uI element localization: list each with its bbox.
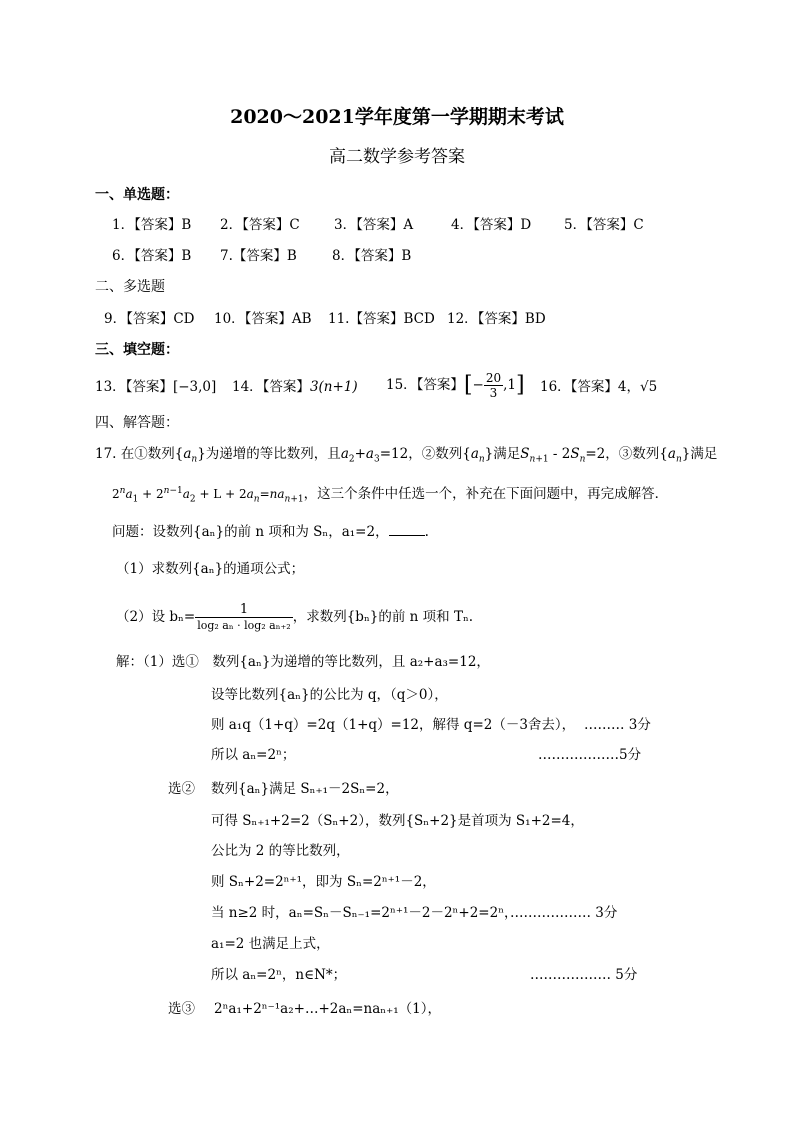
math-expression: $2^na_1 + 2^{n-1}a_2 + L + 2a_n=na_{n+1}$: [112, 486, 304, 505]
answer-item: 5．【答案】C: [564, 217, 644, 233]
solution-line: 数列{aₙ}满足 Sₙ₊₁－2Sₙ=2，: [211, 781, 399, 797]
answer-item: 12．【答案】BD: [447, 311, 546, 327]
answer-label: 13．【答案】: [95, 379, 173, 395]
solution-line: 设等比数列{aₙ}的公比为 q，（q＞0），: [211, 687, 448, 703]
fraction: $\frac{20}{3}$: [485, 371, 502, 400]
solution-line: 所以 aₙ=2ⁿ，n∈N*；: [211, 967, 347, 983]
answer-item: 6．【答案】B: [112, 248, 192, 264]
question-statement: 问题：设数列{aₙ}的前 n 项和为 Sₙ，a₁=2， .: [112, 524, 429, 540]
answer-item-14: [232, 378, 358, 396]
answer-item-16: [540, 378, 657, 396]
answer-item: 3．【答案】A: [334, 217, 414, 233]
solution-line: 可得 Sₙ₊₁+2=2（Sₙ+2），数列{Sₙ+2}是首项为 S₁+2=4，: [211, 813, 584, 829]
score-marker: ……………… 3分: [510, 905, 618, 921]
blank-line: [389, 535, 425, 536]
score-marker: ………………5分: [538, 747, 642, 763]
math-expression: ,1: [503, 377, 517, 393]
option-label: 选③: [168, 1001, 195, 1017]
score-marker: ……………… 5分: [530, 967, 638, 983]
answer-item: 9．【答案】CD: [104, 311, 195, 327]
answer-item-13: [95, 378, 216, 396]
answer-item: 2．【答案】C: [220, 217, 300, 233]
math-expression: √5: [640, 379, 658, 395]
section-fill-blank-heading: 三、填空题：: [95, 342, 179, 358]
solution-line: 2ⁿa₁+2ⁿ⁻¹a₂+…+2aₙ=naₙ₊₁（1），: [214, 1001, 442, 1017]
fraction: $\frac{1}{\text{log₂ aₙ · log₂ aₙ₊₂}}$: [197, 602, 291, 632]
math-expression: [−3,0]: [172, 379, 217, 395]
section-single-choice-heading: 一、单选题：: [95, 187, 179, 203]
right-bracket: ]: [516, 372, 525, 398]
answer-item: 4．【答案】D: [451, 217, 532, 233]
question-17-line-1: 17. 在①数列$\{a_n\}$为递增的等比数列，且$a_2+a_3=12$，②数列$\{a_n\}$满足$S_{n+1} - 2S_n=2$，③数列$\{a_n\}$满足: [95, 446, 718, 465]
solution-line: a₁=2 也满足上式，: [211, 936, 330, 952]
answer-label: 14．【答案】: [232, 379, 310, 395]
question-part-2: （2）设 bₙ= $\frac{1}{\text{log₂ aₙ · log₂ aₙ₊₂}}$ ，求数列{bₙ}的前 n 项和 Tₙ.: [116, 602, 474, 632]
section-multi-choice-heading: 二、多选题: [95, 279, 165, 295]
left-bracket: [: [463, 372, 473, 398]
solution-line: 则 Sₙ+2=2ⁿ⁺¹，即为 Sₙ=2ⁿ⁺¹－2，: [211, 874, 436, 890]
question-part-1: （1）求数列{aₙ}的通项公式；: [116, 561, 305, 577]
question-17-line-2: $2^na_1 + 2^{n-1}a_2 + L + 2a_n=na_{n+1}$，这三个条件中任选一个，补充在下面问题中，再完成解答．: [112, 486, 669, 505]
page-subtitle: 高二数学参考答案: [329, 147, 465, 167]
answer-item: 11.【答案】BCD: [328, 311, 435, 327]
math-expression: 3(n+1): [309, 379, 358, 395]
answer-item-15: 15．【答案】[− $\frac{20}{3}$ ,1]: [386, 371, 525, 400]
answer-label: 16．【答案】4，: [540, 379, 641, 395]
answer-item: 8．【答案】B: [332, 248, 412, 264]
answer-label: 15．【答案】: [386, 377, 464, 393]
answer-item: 7.【答案】B: [220, 248, 297, 264]
answer-item: 1．【答案】B: [112, 217, 192, 233]
solution-line: 则 a₁q（1+q）=2q（1+q）=12，解得 q=2（－3舍去），: [211, 717, 576, 733]
page-title: 2020～2021学年度第一学期期末考试: [230, 106, 564, 128]
solution-line: 所以 aₙ=2ⁿ；: [211, 747, 296, 763]
score-marker: ……… 3分: [584, 717, 651, 733]
solution-line: 解：（1）选① 数列{aₙ}为递增的等比数列，且 a₂+a₃=12，: [116, 654, 490, 670]
option-label: 选②: [168, 781, 195, 797]
solution-line: 当 n≥2 时，aₙ=Sₙ－Sₙ₋₁=2ⁿ⁺¹－2－2ⁿ+2=2ⁿ，: [211, 905, 518, 921]
answer-item: 10．【答案】AB: [214, 311, 312, 327]
section-solve-heading: 四、解答题：: [95, 415, 179, 431]
solution-line: 公比为 2 的等比数列，: [211, 843, 350, 859]
